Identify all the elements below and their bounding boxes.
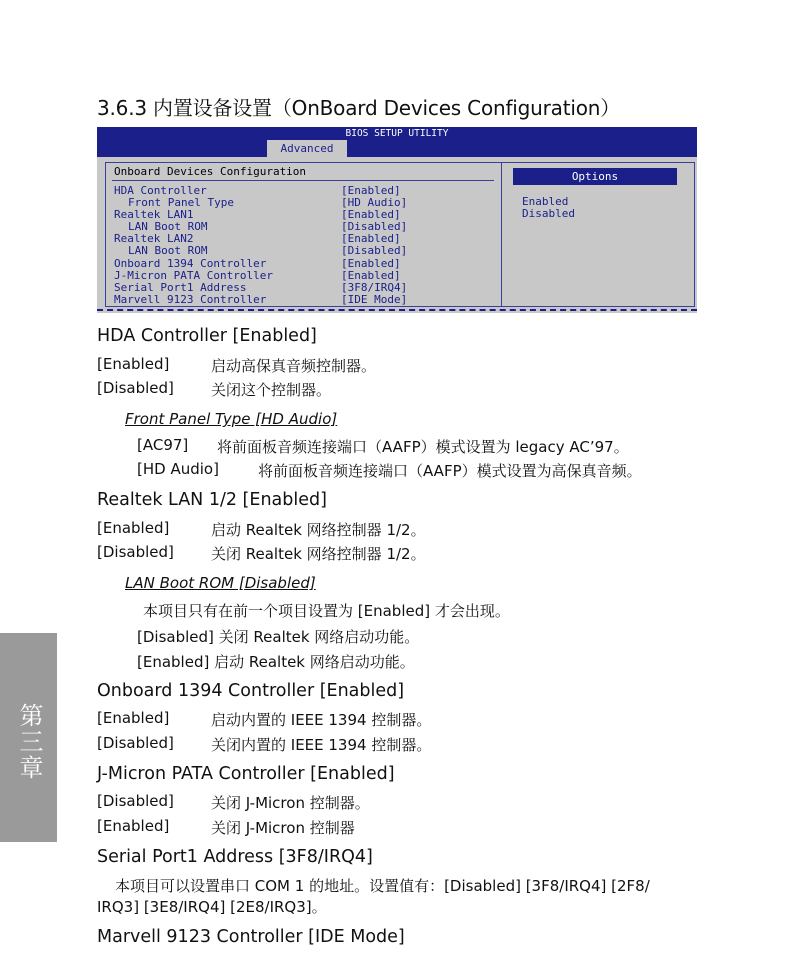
bios-row-label: Onboard 1394 Controller: [114, 256, 267, 270]
fpt-ac97-key: [AC97]: [137, 436, 189, 454]
bios-row[interactable]: [114, 245, 494, 257]
bios-row[interactable]: [114, 258, 494, 270]
ieee1394-heading: Onboard 1394 Controller [Enabled]: [97, 681, 405, 701]
bios-options-panel: [501, 162, 695, 307]
fpt-hd-key: [HD Audio]: [137, 460, 219, 478]
bios-title: BIOS SETUP UTILITY: [345, 128, 449, 139]
bios-row-value: [Disabled]: [341, 244, 408, 258]
bios-tab-advanced[interactable]: Advanced: [267, 140, 347, 157]
bios-row-value: [IDE Mode]: [341, 292, 408, 306]
fpt-ac97-desc: 将前面板音频连接端口（AAFP）模式设置为 legacy AC’97。: [217, 438, 629, 456]
lan-disabled-desc: 关闭 Realtek 网络控制器 1/2。: [211, 545, 426, 563]
bios-panel-title: Onboard Devices Configuration: [114, 165, 307, 178]
serial-desc-line2: IRQ3] [3E8/IRQ4] [2E8/IRQ3]。: [97, 898, 327, 916]
hda-disabled-desc: 关闭这个控制器。: [211, 381, 332, 399]
bios-row[interactable]: [114, 294, 494, 306]
bios-row-label: LAN Boot ROM: [128, 220, 208, 234]
bios-row-label: LAN Boot ROM: [128, 244, 208, 258]
hda-enabled-key: [Enabled]: [97, 355, 170, 373]
fpt-hd-desc: 将前面板音频连接端口（AAFP）模式设置为高保真音频。: [258, 462, 642, 480]
lan-enabled-key: [Enabled]: [97, 519, 170, 537]
bios-option-enabled[interactable]: Enabled: [522, 195, 569, 208]
bios-footer-dashes: [97, 309, 697, 311]
chapter-label: 第三章: [15, 703, 43, 781]
bios-row-value: [Enabled]: [341, 208, 401, 222]
lan-boot-note: 本项目只有在前一个项目设置为 [Enabled] 才会出现。: [143, 602, 510, 620]
hda-enabled-desc: 启动高保真音频控制器。: [211, 357, 377, 375]
bios-row-value: [Enabled]: [341, 268, 401, 282]
marvell-heading: Marvell 9123 Controller [IDE Mode]: [97, 927, 405, 947]
lan-heading: Realtek LAN 1/2 [Enabled]: [97, 490, 327, 510]
bios-row-label: Realtek LAN1: [114, 208, 194, 222]
section-title: 3.6.3 内置设备设置（OnBoard Devices Configuration）: [97, 96, 621, 120]
lan-boot-enabled: [Enabled] 启动 Realtek 网络启动功能。: [137, 653, 415, 671]
hda-heading: HDA Controller [Enabled]: [97, 326, 317, 346]
lan-disabled-key: [Disabled]: [97, 543, 174, 561]
jm-enabled-key: [Enabled]: [97, 817, 170, 835]
bios-row-label: Realtek LAN2: [114, 232, 194, 246]
front-panel-heading: Front Panel Type [HD Audio]: [125, 410, 338, 428]
bios-row[interactable]: [114, 270, 494, 282]
bios-row-label: Serial Port1 Address: [114, 280, 247, 294]
jm-enabled-desc: 关闭 J-Micron 控制器: [211, 819, 355, 837]
bios-row-value: [Enabled]: [341, 184, 401, 197]
ieee-enabled-desc: 启动内置的 IEEE 1394 控制器。: [211, 711, 432, 729]
bios-row-label: Front Panel Type: [128, 196, 234, 210]
lan-enabled-desc: 启动 Realtek 网络控制器 1/2。: [211, 521, 426, 539]
bios-option-disabled[interactable]: Disabled: [522, 207, 575, 220]
lan-boot-heading: LAN Boot ROM [Disabled]: [125, 574, 316, 592]
bios-header-bar: [97, 127, 697, 157]
jmicron-heading: J-Micron PATA Controller [Enabled]: [97, 764, 395, 784]
ieee-enabled-key: [Enabled]: [97, 709, 170, 727]
ieee-disabled-desc: 关闭内置的 IEEE 1394 控制器。: [211, 736, 432, 754]
hda-disabled-key: [Disabled]: [97, 379, 174, 397]
jm-disabled-desc: 关闭 J-Micron 控制器。: [211, 794, 370, 812]
bios-settings-list: [114, 185, 494, 306]
bios-row-label: J-Micron PATA Controller: [114, 268, 273, 282]
bios-row-value: [3F8/IRQ4]: [341, 280, 408, 294]
bios-row-label: HDA Controller: [114, 184, 207, 197]
serial-desc-line1: 本项目可以设置串口 COM 1 的地址。设置值有：[Disabled] [3F8/IRQ4] [2F8/: [115, 877, 650, 895]
bios-screenshot: [97, 127, 697, 313]
chapter-side-tab: [0, 633, 57, 842]
bios-row-label: Marvell 9123 Controller: [114, 292, 267, 306]
bios-panel-divider: [112, 180, 494, 181]
bios-row-value: [HD Audio]: [341, 196, 408, 210]
bios-row-value: [Enabled]: [341, 232, 401, 246]
ieee-disabled-key: [Disabled]: [97, 734, 174, 752]
bios-row-value: [Disabled]: [341, 220, 408, 234]
jm-disabled-key: [Disabled]: [97, 792, 174, 810]
serial-heading: Serial Port1 Address [3F8/IRQ4]: [97, 847, 373, 867]
bios-row-value: [Enabled]: [341, 256, 401, 270]
bios-options-header: Options: [513, 168, 677, 185]
lan-boot-disabled: [Disabled] 关闭 Realtek 网络启动功能。: [137, 628, 420, 646]
bios-settings-panel: [105, 162, 502, 307]
